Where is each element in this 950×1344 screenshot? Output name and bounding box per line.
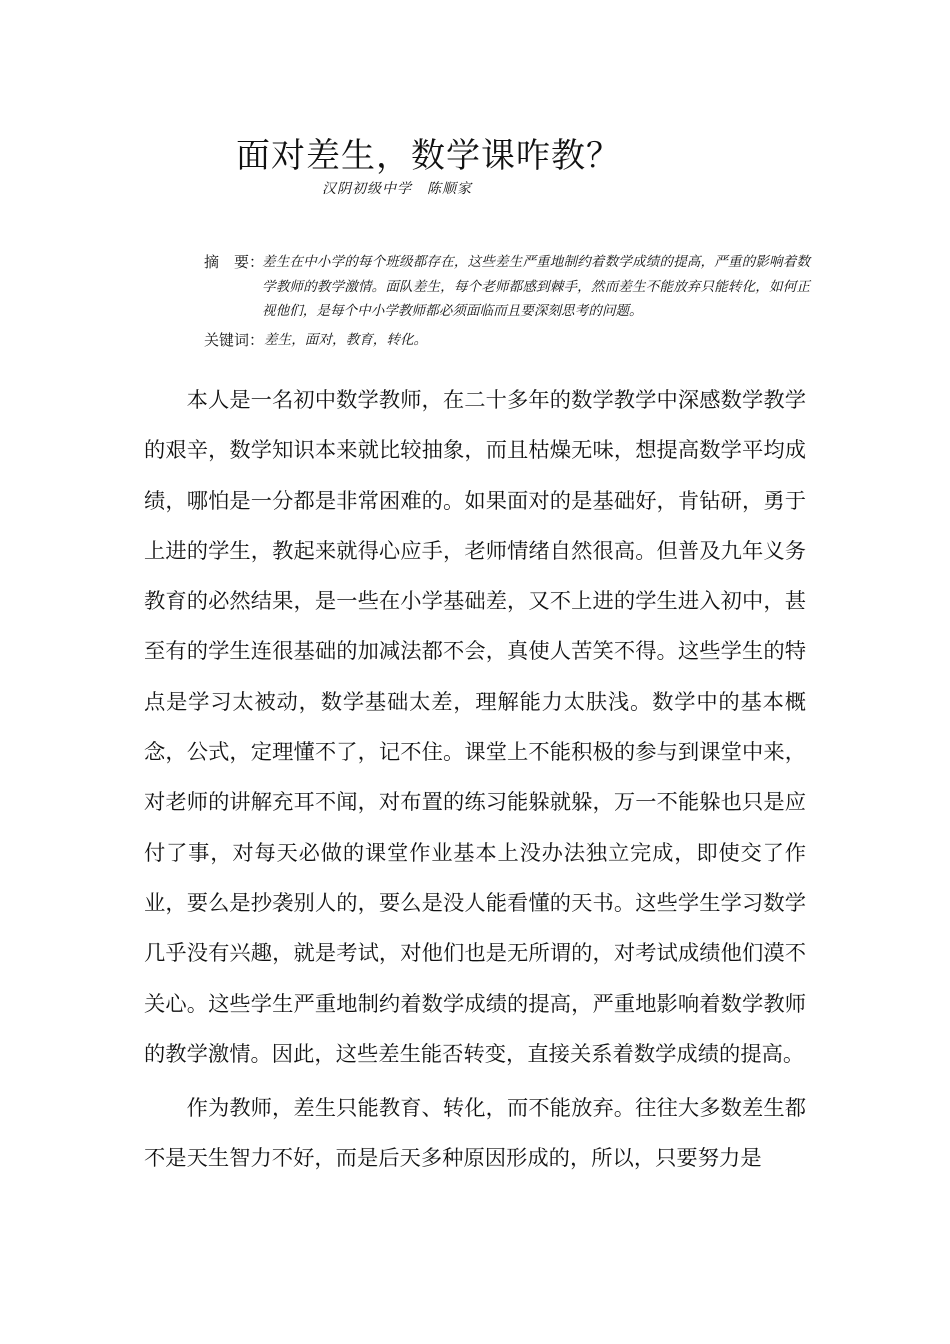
abstract-row: [204, 250, 814, 324]
keywords-row: [204, 328, 814, 352]
body-text: [144, 376, 806, 1185]
document-title: 面对差生，数学课咋教？: [236, 136, 621, 176]
body-paragraph: 本人是一名初中数学教师，在二十多年的数学教学中深感数学教学的艰辛，数学知识本来就比较抽象，而且枯燥无味，想提高数学平均成绩，哪怕是一分都是非常困难的。如果面对的是基础好，肯钻研，勇于上进的学生，教起来就得心应手，老师情绪自然很高。但普及九年义务教育的必然结果，是一些在小学基础差，又不上进的学生进入初中，甚至有的学生连很基础的加减法都不会，真使人苦笑不得。这些学生的特点是学习太被动，数学基础太差，理解能力太肤浅。数学中的基本概念，公式，定理懂不了，记不住。课堂上不能积极的参与到课堂中来，对老师的讲解充耳不闻，对布置的练习能躲就躲，万一不能躲也只是应付了事，对每天必做的课堂作业基本上没办法独立完成，即使交了作业，要么是抄袭别人的，要么是没人能看懂的天书。这些学生学习数学几乎没有兴趣，就是考试，对他们也是无所谓的，对考试成绩他们漠不关心。这些学生严重地制约着数学成绩的提高，严重地影响着数学教师的教学激情。因此，这些差生能否转变，直接关系着数学成绩的提高。: [144, 388, 806, 1067]
keywords-label: 关键词：: [204, 330, 265, 349]
keywords-text: 差生，面对，教育，转化。: [264, 331, 428, 348]
abstract-block: [204, 250, 814, 352]
abstract-text: 差生在中小学的每个班级都存在，这些差生严重地制约着数学成绩的提高，严重的影响着数学教师的教学激情。面队差生，每个老师都感到棘手，然而差生不能放弃只能转化，如何正视他们，是每个中小学教师都必须面临而且要深刻思考的问题。: [262, 254, 810, 319]
abstract-label: 摘 要：: [204, 253, 265, 271]
body-paragraph: 作为教师，差生只能教育、转化，而不能放弃。往往大多数差生都不是天生智力不好，而是后天多种原因形成的，所以，只要努力是: [144, 1096, 806, 1172]
author-line: 汉阴初级中学 陈顺家: [322, 181, 472, 197]
